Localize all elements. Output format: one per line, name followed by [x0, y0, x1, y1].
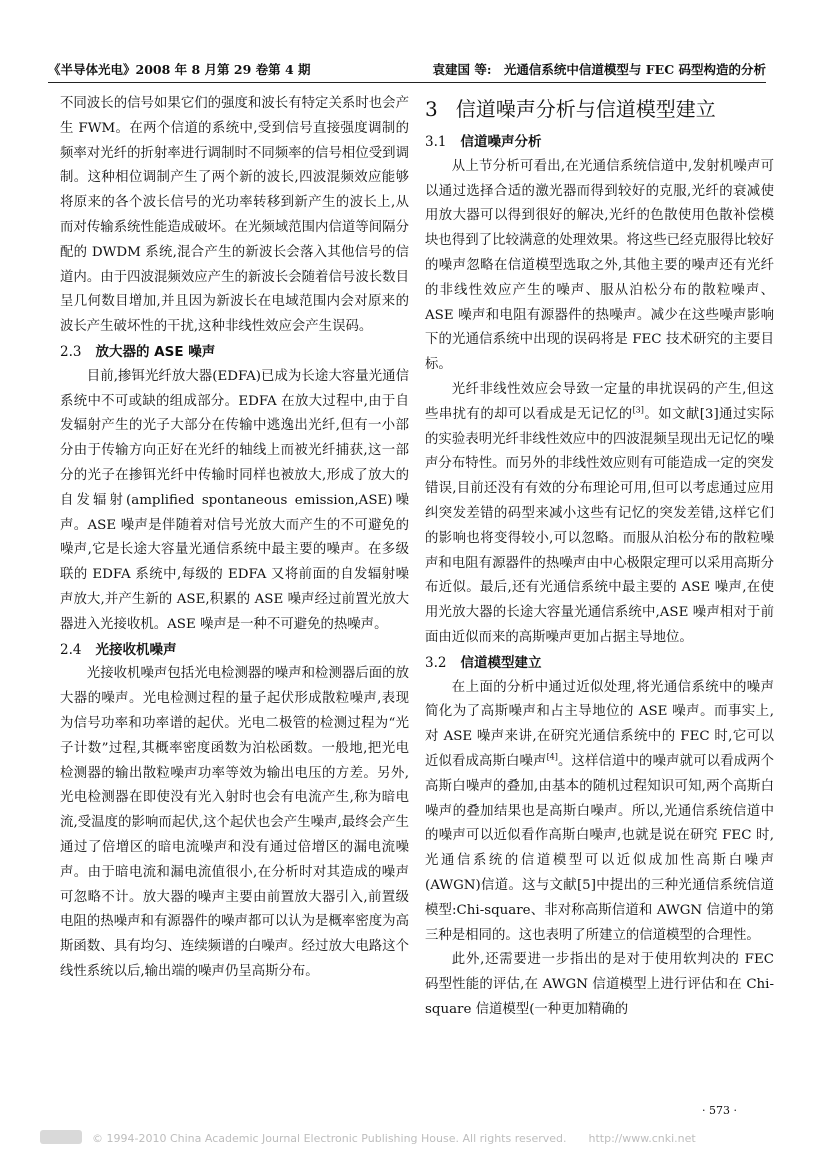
journal-citation: 《半导体光电》2008 年 8 月第 29 卷第 4 期: [48, 62, 311, 77]
text-run: 在上面的分析中通过近似处理,将光通信系统中的噪声简化为了高斯噪声和占主导地位的 ASE 噪声。而事实上,对 ASE 噪声来讲,在研究光通信系统中的 FEC 时,它可以近似看成高斯白噪声: [425, 679, 774, 769]
paragraph-fwm-continued: 不同波长的信号如果它们的强度和波长有特定关系时也会产生 FWM。在两个信道的系统中,受到信号直接强度调制的频率对光纤的折射率进行调制时不同频率的信号相位受到调制。这种相位调制产生了两个新的波长,四波混频效应能够将原来的各个波长信号的光功率转移到新产生的波长上,从而对传输系统性能造成破坏。在光频域范围内信道等间隔分配的 DWDM 系统,混合产生的新波长会落入其他信号的信道内。由于四波混频效应产生的新波长会随着信号波长数目呈几何数目增加,并且因为新波长在电域范围内会对原来的波长产生破坏性的干扰,这种非线性效应会产生误码。: [60, 96, 409, 335]
section-title: 放大器的 ASE 噪声: [95, 343, 216, 360]
copyright-text: © 1994-2010 China Academic Journal Electronic Publishing House. All rights reserved. http://www.cnki.net: [92, 1132, 696, 1145]
section-title: 信道噪声分析与信道模型建立: [455, 97, 716, 121]
copyright-footer: [40, 1130, 780, 1146]
left-column: [60, 92, 409, 985]
section-title: 信道噪声分析: [460, 134, 542, 150]
text-run: 。如文献[3]通过实际的实验表明光纤非线性效应中的四波混频呈现出无记忆的噪声分布特性。而另外的非线性效应则有可能造成一定的突发错误,目前还没有有效的分布理论可用,但可以考虑通过应用纠突发差错的码型来减小这些有记忆的突发差错,这样它们的影响也将变得较小,可以忽略。而服从泊松分布的散粒噪声和电阻有源器件的热噪声由中心极限定理可以采用高斯分布近似。最后,还有光通信系统中最主要的 ASE 噪声,在使用光放大器的长途大容量光通信系统中,ASE 噪声相对于前面由近似而来的高斯噪声更加占据主导地位。: [425, 406, 775, 645]
cnki-logo-icon: [40, 1130, 82, 1144]
running-header: [48, 60, 766, 84]
article-running-title: 袁建国 等: 光通信系统中信道模型与 FEC 码型构造的分析: [432, 62, 766, 77]
section-3-1-heading: [425, 130, 774, 155]
section-3-heading: [425, 92, 774, 126]
section-2-3-heading: [60, 340, 409, 365]
section-title: 光接收机噪声: [95, 641, 177, 658]
paragraph-noise-analysis: 从上节分析可看出,在光通信系统信道中,发射机噪声可以通过选择合适的激光器而得到较好的克服,光纤的衰减使用放大器可以得到很好的解决,光纤的色散使用色散补偿模块也得到了比较满意的处理效果。将这些已经克服得比较好的噪声忽略在信道模型选取之外,其他主要的噪声还有光纤的非线性效应产生的噪声、服从泊松分布的散粒噪声、ASE 噪声和电阻有源器件的热噪声。减少在这些噪声影响下的光通信系统中出现的误码将是 FEC 技术研究的主要目标。: [425, 158, 774, 373]
citation-ref: [3]: [632, 405, 644, 415]
page-number: · 573 ·: [702, 1104, 737, 1117]
paragraph-nonlinear-noise: [425, 378, 774, 651]
paragraph-channel-model: [425, 676, 774, 949]
header-divider: [48, 82, 766, 83]
section-number: 3.2: [425, 654, 447, 671]
paragraph-receiver-noise: 光接收机噪声包括光电检测器的噪声和检测器后面的放大器的噪声。光电检测过程的量子起伏形成散粒噪声,表现为信号功率和功率谱的起伏。光电二极管的检测过程为“光子计数”过程,其概率密度函数为泊松函数。一般地,把光电检测器的输出散粒噪声功率等效为输出电压的方差。另外,光电检测器在即使没有光入射时也会有电流产生,称为暗电流,受温度的影响而起伏,这个起伏也会产生噪声,最终会产生通过了倍增区的暗电流噪声和没有通过倍增区的漏电流噪声。由于暗电流和漏电流值很小,在分析时对其造成的噪声可忽略不计。放大器的噪声主要由前置放大器引入,前置级电阻的热噪声和有源器件的噪声都可以认为是概率密度为高斯函数、具有均匀、连续频谱的白噪声。经过放大电路这个线性系统以后,输出端的噪声仍呈高斯分布。: [60, 666, 409, 979]
citation-ref: [4]: [546, 752, 558, 762]
section-number: 2.4: [60, 641, 82, 658]
text-run: 光纤非线性效应会导致一定量的串扰误码的产生,但这些串扰有的却可以看成是无记忆的: [425, 381, 774, 422]
section-3-2-heading: [425, 651, 774, 676]
section-number: 3: [425, 97, 438, 121]
right-column: [425, 92, 774, 1023]
section-number: 2.3: [60, 343, 82, 360]
text-run: 。这样信道中的噪声就可以看成两个高斯白噪声的叠加,由基本的随机过程知识可知,两个高斯白噪声的叠加结果也是高斯白噪声。所以,光通信系统信道中的噪声可以近似看作高斯白噪声,也就是说在研究 FEC 时,光通信系统的信道模型可以近似成加性高斯白噪声(AWGN)信道。这与文献[5]中提出的三种光通信系统信道模型:Chi-square、非对称高斯信道和 AWGN 信道中的第三种是相同的。这也表明了所建立的信道模型的合理性。: [425, 753, 775, 943]
paragraph-soft-decision: 此外,还需要进一步指出的是对于使用软判决的 FEC 码型性能的评估,在 AWGN 信道模型上进行评估和在 Chi-square 信道模型(一种更加精确的: [425, 952, 774, 1017]
section-2-4-heading: [60, 638, 409, 663]
section-number: 3.1: [425, 134, 447, 150]
section-title: 信道模型建立: [460, 654, 542, 671]
paragraph-ase-noise: 目前,掺铒光纤放大器(EDFA)已成为长途大容量光通信系统中不可或缺的组成部分。EDFA 在放大过程中,由于自发辐射产生的光子大部分在传输中逃逸出光纤,但有一小部分由于传输方向正好在光纤的轴线上而被光纤捕获,这一部分的光子在掺铒光纤中传输时同样也被放大,形成了放大的自发辐射(amplified spontaneous emission,ASE)噪声。ASE 噪声是伴随着对信号光放大而产生的不可避免的噪声,它是长途大容量光通信系统中最主要的噪声。在多级联的 EDFA 系统中,每级的 EDFA 又将前面的自发辐射噪声放大,并产生新的 ASE,积累的 ASE 噪声经过前置光放大器进入光接收机。ASE 噪声是一种不可避免的热噪声。: [60, 368, 409, 632]
